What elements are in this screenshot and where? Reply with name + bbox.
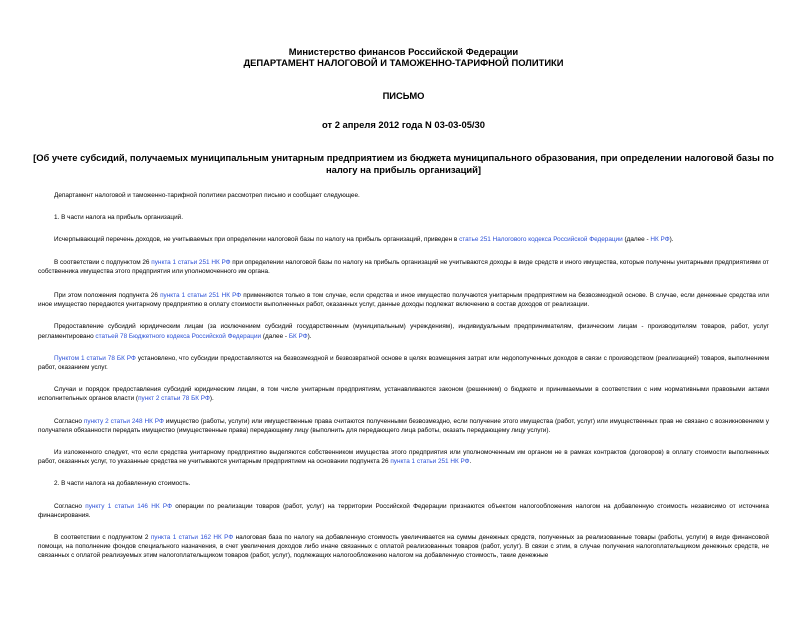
link-budget-code-art-78[interactable]: статьей 78 Бюджетного кодекса Российской Федерации bbox=[95, 332, 262, 340]
paragraph: 1. В части налога на прибыль организаций. bbox=[54, 214, 183, 222]
link-nk-251-1[interactable]: пункта 1 статьи 251 НК РФ bbox=[160, 292, 242, 300]
document-title: [Об учете субсидий, получаемых муниципальным унитарным предприятием из бюджета муниципального образования, при определении налоговой базы по налогу на прибыль организаций] bbox=[33, 152, 774, 175]
document-body bbox=[38, 191, 769, 561]
link-tax-code[interactable]: НК РФ bbox=[650, 236, 670, 244]
document-type: ПИСЬМО bbox=[382, 90, 425, 101]
paragraph: Случаи и порядок предоставления субсидий юридическим лицам, в том числе унитарным предприятиям, устанавливаются законом (решением) о бюджете и принимаемыми в соответствии с ним нормативными правовыми актами исполнительных органов власти (пункт 2 статьи 78 БК РФ). bbox=[38, 386, 769, 403]
link-nk-162-1[interactable]: пункта 1 статьи 162 НК РФ bbox=[150, 534, 234, 542]
paragraph: При этом положения подпункта 26 пункта 1 статьи 251 НК РФ применяются только в том случае, если средства и иное имущество получаются унитарным предприятием на безвозмездной основе. В случае, если денежные средства или иное имущество передаются унитарному предприятию в оплату стоимости выполненных работ, оказанных услуг, данные доходы подлежат включению в состав доходов от реализации. bbox=[38, 292, 769, 309]
paragraph: В соответствии с подпунктом 2 пункта 1 статьи 162 НК РФ налоговая база по налогу на добавленную стоимость увеличивается на суммы денежных средств, полученных за реализованные товары (работы, услуги) в виде финансовой помощи, на пополнение фондов специального назначения, в счет увеличения доходов либо иначе связанных с оплатой реализованных товаров (работ, услуг). В связи с этим, в случае получения налогоплательщиком денежных средств, не связанных с оплатой реализуемых этим налогоплательщиком товаров (работ, услуг), подлежащих налогообложению налогом на добавленную стоимость, такие денежные bbox=[38, 534, 769, 560]
paragraph: В соответствии с подпунктом 26 пункта 1 статьи 251 НК РФ при определении налоговой базы по налогу на прибыль организаций не учитываются доходы в виде средств и иного имущества, которые получены унитарными предприятиями от собственника имущества этого предприятия или уполномоченного им органа. bbox=[38, 258, 769, 275]
link-nk-251-1[interactable]: пункта 1 статьи 251 НК РФ bbox=[390, 458, 470, 466]
link-nk-146-1[interactable]: пункту 1 статьи 146 НК РФ bbox=[85, 502, 172, 510]
link-bk-78-1[interactable]: Пунктом 1 статьи 78 БК РФ bbox=[54, 354, 136, 362]
paragraph: Из изложенного следует, что если средства унитарному предприятию выделяются собственником имущества этого предприятия или уполномоченным им органом не в рамках контрактов (договоров) в оплату стоимости выполненных работ, оказанных услуг, то указанные средства не учитываются унитарным предприятием на основании подпункта 26 пункта 1 статьи 251 НК РФ. bbox=[38, 449, 769, 466]
document-date-number: от 2 апреля 2012 года N 03-03-05/30 bbox=[322, 119, 485, 130]
link-nk-251-1[interactable]: пункта 1 статьи 251 НК РФ bbox=[151, 258, 231, 266]
paragraph: 2. В части налога на добавленную стоимость. bbox=[54, 480, 191, 488]
link-budget-code[interactable]: БК РФ bbox=[288, 332, 308, 340]
paragraph: Пунктом 1 статьи 78 БК РФ установлено, что субсидии предоставляются на безвозмездной и безвозвратной основе в целях возмещения затрат или недополученных доходов в связи с производством (реализацией) товаров, выполнением работ, оказанием услуг. bbox=[38, 354, 769, 372]
link-bk-78-2[interactable]: пункт 2 статьи 78 БК РФ bbox=[138, 395, 210, 403]
paragraph: Исчерпывающий перечень доходов, не учитываемых при определении налоговой базы по налогу на прибыль организаций, приведен в статье 251 Налогового кодекса Российской Федерации (далее - НК РФ). bbox=[54, 236, 674, 244]
link-nk-248-2[interactable]: пункту 2 статьи 248 НК РФ bbox=[83, 417, 164, 425]
paragraph: Согласно пункту 2 статьи 248 НК РФ имущество (работы, услуги) или имущественные права считаются полученными безвозмездно, если получение этого имущества (работ, услуг) или имущественных прав не связано с возникновением у получателя обязанности передать имущество (имущественные права) передающему лицу (выполнить для передающего лица работы, оказать передающему лицу услуги). bbox=[38, 417, 769, 434]
department-name: ДЕПАРТАМЕНТ НАЛОГОВОЙ И ТАМОЖЕННО-ТАРИФНОЙ ПОЛИТИКИ bbox=[243, 57, 564, 68]
paragraph: Предоставление субсидий юридическим лицам (за исключением субсидий государственным (муниципальным) учреждениям), индивидуальным предпринимателям, физическим лицам - производителям товаров, работ, услуг регламентировано статьей 78 Бюджетного кодекса Российской Федерации (далее - БК РФ). bbox=[38, 323, 769, 340]
link-tax-code-art-251[interactable]: статье 251 Налогового кодекса Российской Федерации bbox=[459, 236, 623, 244]
document-page bbox=[0, 46, 807, 617]
paragraph: Согласно пункту 1 статьи 146 НК РФ операции по реализации товаров (работ, услуг) на территории Российской Федерации признаются объектом налогообложения налогом на добавленную стоимость независимо от источника финансирования. bbox=[38, 502, 769, 519]
ministry-name: Министерство финансов Российской Федерации bbox=[288, 46, 519, 57]
paragraph: Департамент налоговой и таможенно-тарифной политики рассмотрел письмо и сообщает следующее. bbox=[54, 192, 360, 199]
